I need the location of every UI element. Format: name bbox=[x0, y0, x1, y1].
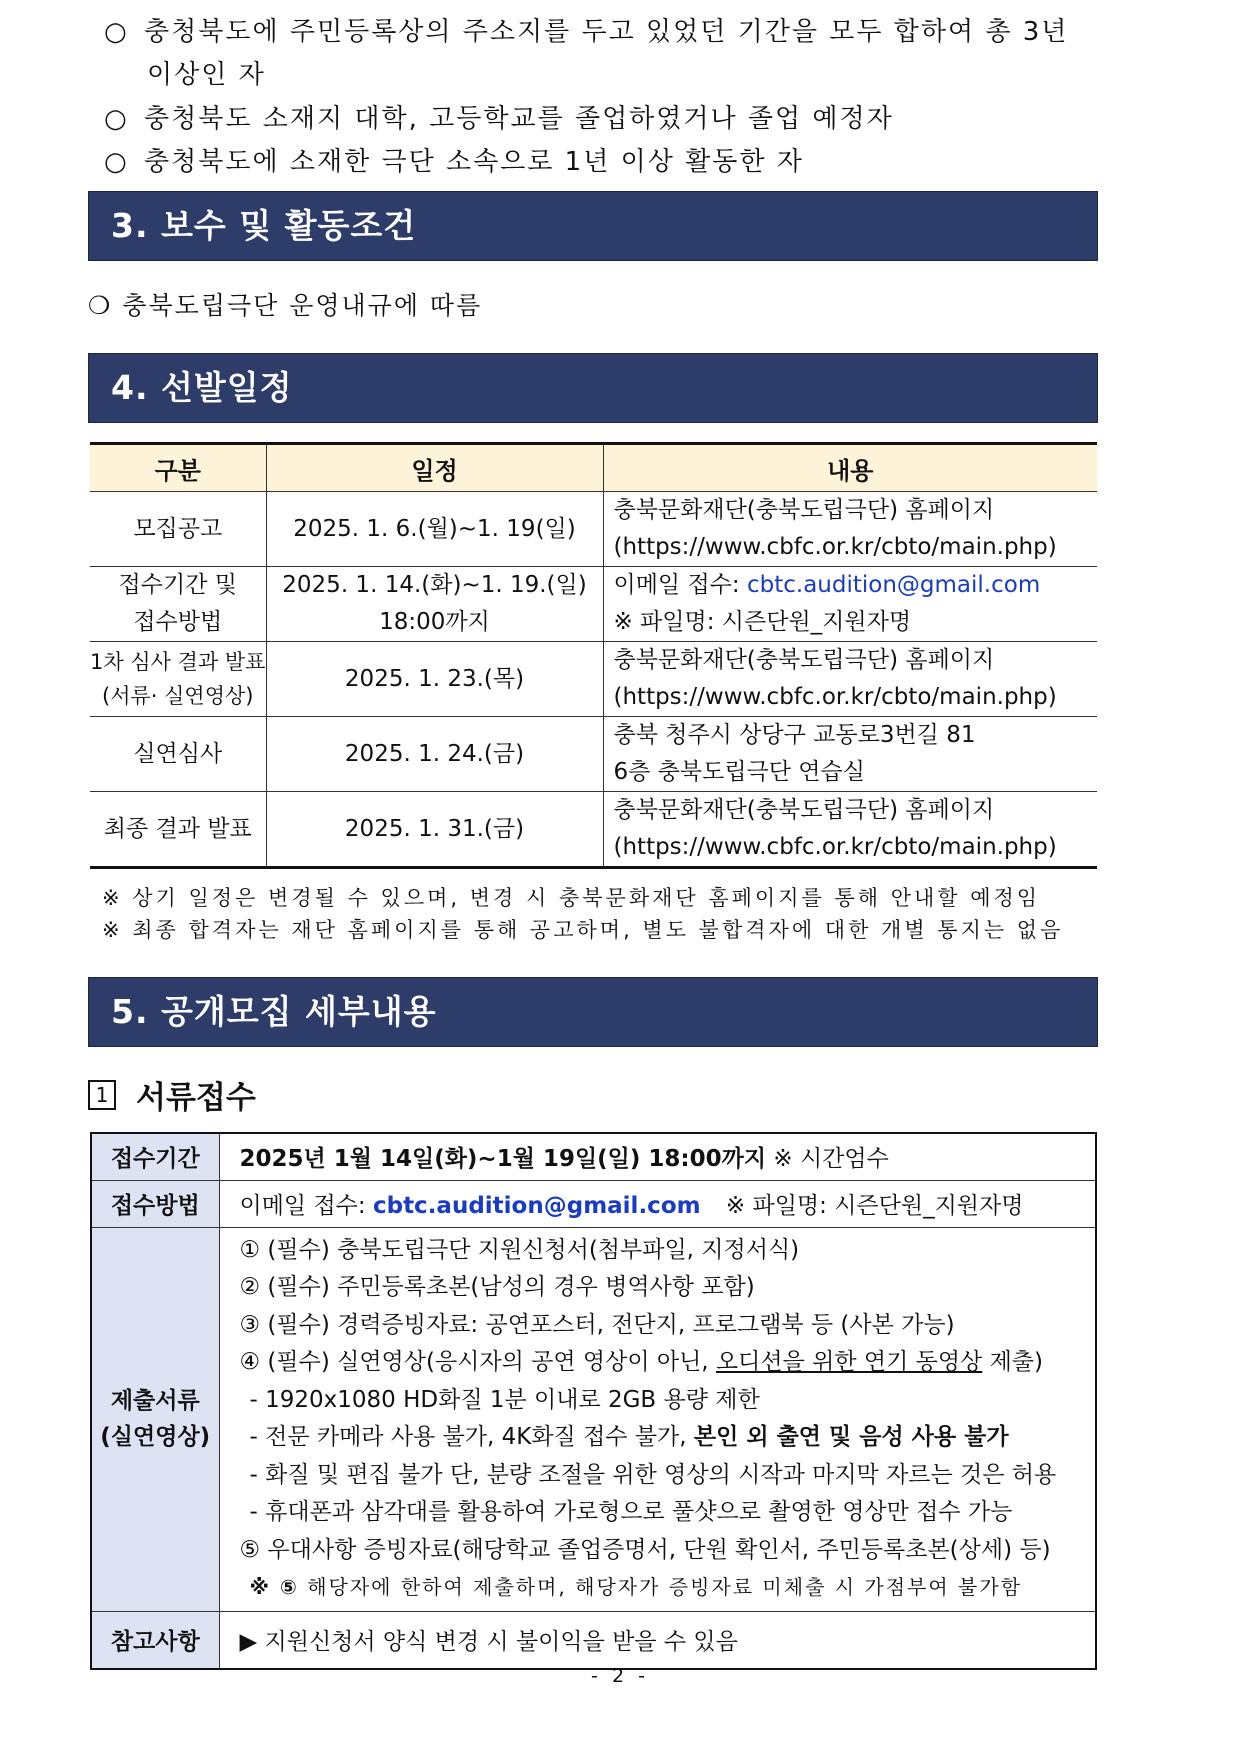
row-content bbox=[603, 792, 1097, 868]
row-category bbox=[90, 642, 266, 717]
table-row bbox=[91, 1227, 1096, 1611]
schedule-table bbox=[90, 442, 1097, 869]
content-line bbox=[614, 567, 1098, 604]
docs-item: ⑤ 우대사항 증빙자료(해당학교 졸업증명서, 단원 확인서, 주민등록초본(상세) 등) bbox=[239, 1536, 1051, 1563]
schedule-note-1: ※ 상기 일정은 변경될 수 있으며, 변경 시 충북문화재단 홈페이지를 통해 안내할 예정임 bbox=[102, 886, 1041, 910]
bullet-text: 충청북도에 주민등록상의 주소지를 두고 있었던 기간을 모두 합하여 총 3년 bbox=[144, 17, 1069, 47]
category-line: 접수방법 bbox=[133, 609, 223, 635]
eligibility-bullet-3 bbox=[104, 140, 1104, 184]
email-link[interactable]: cbtc.audition@gmail.com bbox=[372, 1193, 701, 1219]
table-row bbox=[91, 1133, 1096, 1180]
table-row bbox=[90, 717, 1097, 792]
period-text: 2025년 1월 14일(화)~1월 19일(일) 18:00까지 bbox=[239, 1146, 767, 1173]
category-line: 1차 심사 결과 발표 bbox=[90, 650, 266, 674]
category-line: (서류· 실연영상) bbox=[102, 684, 254, 708]
warning-mark: ※ ⑤ bbox=[249, 1575, 299, 1599]
col-header-content: 내용 bbox=[603, 444, 1097, 492]
eligibility-bullet-1-cont: 이상인 자 bbox=[147, 60, 266, 90]
docs-item: ② (필수) 주민등록초본(남성의 경우 병역사항 포함) bbox=[239, 1274, 755, 1300]
subsection-label: 서류접수 bbox=[136, 1080, 256, 1116]
content-line: 충북 청주시 상당구 교동로3번길 81 bbox=[613, 722, 976, 748]
bullet-text: 충청북도에 소재한 극단 소속으로 1년 이상 활동한 자 bbox=[144, 147, 804, 177]
row-category: 모집공고 bbox=[90, 492, 266, 567]
method-label: 접수방법 bbox=[91, 1180, 219, 1227]
col-header-category: 구분 bbox=[90, 444, 266, 492]
method-prefix: 이메일 접수: bbox=[239, 1193, 373, 1219]
docs-label-line: (실연영상) bbox=[100, 1424, 211, 1450]
docs-subitem-text: - 전문 카메라 사용 불가, 4K화질 접수 불가, bbox=[249, 1424, 694, 1450]
method-note: ※ 파일명: 시즌단원_지원자명 bbox=[725, 1193, 1024, 1219]
section-3-item bbox=[88, 286, 482, 326]
bullet-marker: ○ bbox=[104, 147, 129, 177]
period-label: 접수기간 bbox=[91, 1133, 219, 1180]
row-content bbox=[603, 717, 1097, 792]
row-content bbox=[603, 642, 1097, 717]
content-line: (https://www.cbfc.or.kr/cbto/main.php) bbox=[613, 684, 1057, 710]
bullet-marker: ○ bbox=[104, 17, 129, 47]
content-line: 충북문화재단(충북도립극단) 홈페이지 bbox=[613, 797, 995, 823]
table-row bbox=[90, 492, 1097, 567]
row-date: 2025. 1. 6.(월)~1. 19(일) bbox=[266, 492, 603, 567]
bullet-marker: ❍ bbox=[88, 291, 113, 320]
category-line: 접수기간 및 bbox=[118, 572, 237, 598]
row-category bbox=[90, 567, 266, 642]
bullet-text: 충청북도 소재지 대학, 고등학교를 졸업하였거나 졸업 예정자 bbox=[144, 104, 894, 134]
content-line: 충북문화재단(충북도립극단) 홈페이지 bbox=[613, 497, 995, 523]
section-4-header: 4. 선발일정 bbox=[88, 353, 1098, 423]
section-5-header: 5. 공개모집 세부내용 bbox=[88, 977, 1098, 1047]
docs-warning bbox=[240, 1569, 1096, 1607]
content-line: 6층 충북도립극단 연습실 bbox=[613, 759, 865, 785]
subsection-title bbox=[88, 1072, 256, 1117]
docs-label-line: 제출서류 bbox=[110, 1388, 200, 1414]
method-value bbox=[219, 1180, 1096, 1227]
row-category: 실연심사 bbox=[90, 717, 266, 792]
docs-item-underlined: 오디션을 위한 연기 동영상 bbox=[715, 1349, 983, 1375]
date-line: 2025. 1. 14.(화)~1. 19.(일) bbox=[282, 572, 587, 598]
docs-list bbox=[219, 1227, 1096, 1611]
document-submission-table bbox=[90, 1132, 1097, 1670]
section-3-header: 3. 보수 및 활동조건 bbox=[88, 191, 1098, 261]
content-line: (https://www.cbfc.or.kr/cbto/main.php) bbox=[613, 834, 1057, 860]
page-number: - 2 - bbox=[591, 1665, 649, 1687]
docs-subitem: - 1920x1080 HD화질 1분 이내로 2GB 용량 제한 bbox=[249, 1386, 760, 1413]
section-3-text: 충북도립극단 운영내규에 따름 bbox=[122, 291, 483, 320]
content-line: 충북문화재단(충북도립극단) 홈페이지 bbox=[613, 647, 995, 673]
row-date: 2025. 1. 31.(금) bbox=[266, 792, 603, 868]
eligibility-bullet-2 bbox=[104, 97, 1104, 141]
docs-item: ① (필수) 충북도립극단 지원신청서(첨부파일, 지정서식) bbox=[239, 1236, 800, 1263]
subsection-number: 1 bbox=[88, 1080, 116, 1110]
docs-label bbox=[91, 1227, 219, 1611]
bullet-marker: ○ bbox=[104, 104, 129, 134]
docs-subitem-bold: 본인 외 출연 및 음성 사용 불가 bbox=[693, 1424, 1009, 1450]
table-header-row bbox=[90, 444, 1097, 492]
col-header-date: 일정 bbox=[266, 444, 603, 492]
row-content bbox=[603, 492, 1097, 567]
row-category: 최종 결과 발표 bbox=[90, 792, 266, 868]
table-row bbox=[91, 1611, 1096, 1669]
docs-item bbox=[240, 1344, 1096, 1382]
eligibility-bullet-1 bbox=[104, 10, 1104, 54]
docs-item-text: 제출) bbox=[982, 1349, 1043, 1375]
ref-text: 지원신청서 양식 변경 시 불이익을 받을 수 있음 bbox=[264, 1629, 738, 1656]
email-link[interactable]: cbtc.audition@gmail.com bbox=[746, 572, 1041, 598]
docs-subitem bbox=[240, 1419, 1096, 1457]
warning-text: 해당자에 한하여 제출하며, 해당자가 증빙자료 미체출 시 가점부여 불가함 bbox=[298, 1575, 1023, 1599]
docs-item-text: ④ (필수) 실연영상(응시자의 공연 영상이 아닌, bbox=[239, 1349, 716, 1375]
content-line: ※ 파일명: 시즌단원_지원자명 bbox=[613, 609, 912, 635]
row-content bbox=[603, 567, 1097, 642]
content-line: (https://www.cbfc.or.kr/cbto/main.php) bbox=[613, 534, 1057, 560]
date-line: 18:00까지 bbox=[379, 609, 490, 635]
table-row bbox=[90, 567, 1097, 642]
row-date: 2025. 1. 24.(금) bbox=[266, 717, 603, 792]
row-date: 2025. 1. 23.(목) bbox=[266, 642, 603, 717]
docs-subitem: - 휴대폰과 삼각대를 활용하여 가로형으로 풀샷으로 촬영한 영상만 접수 가능 bbox=[249, 1499, 1013, 1525]
period-value bbox=[219, 1133, 1096, 1180]
arrow-icon: ▶ bbox=[239, 1629, 258, 1656]
table-row bbox=[91, 1180, 1096, 1227]
docs-subitem: - 화질 및 편집 불가 단, 분량 조절을 위한 영상의 시작과 마지막 자르는 것은 허용 bbox=[249, 1461, 1057, 1488]
email-prefix: 이메일 접수: bbox=[613, 572, 747, 598]
row-date bbox=[266, 567, 603, 642]
ref-label: 참고사항 bbox=[91, 1611, 219, 1669]
table-row bbox=[90, 642, 1097, 717]
ref-value bbox=[219, 1611, 1096, 1669]
period-note: ※ 시간엄수 bbox=[773, 1146, 889, 1173]
schedule-note-2: ※ 최종 합격자는 재단 홈페이지를 통해 공고하며, 별도 불합격자에 대한 개별 통지는 없음 bbox=[102, 918, 1064, 942]
docs-item: ③ (필수) 경력증빙자료: 공연포스터, 전단지, 프로그램북 등 (사본 가능) bbox=[239, 1311, 955, 1338]
table-row bbox=[90, 792, 1097, 868]
